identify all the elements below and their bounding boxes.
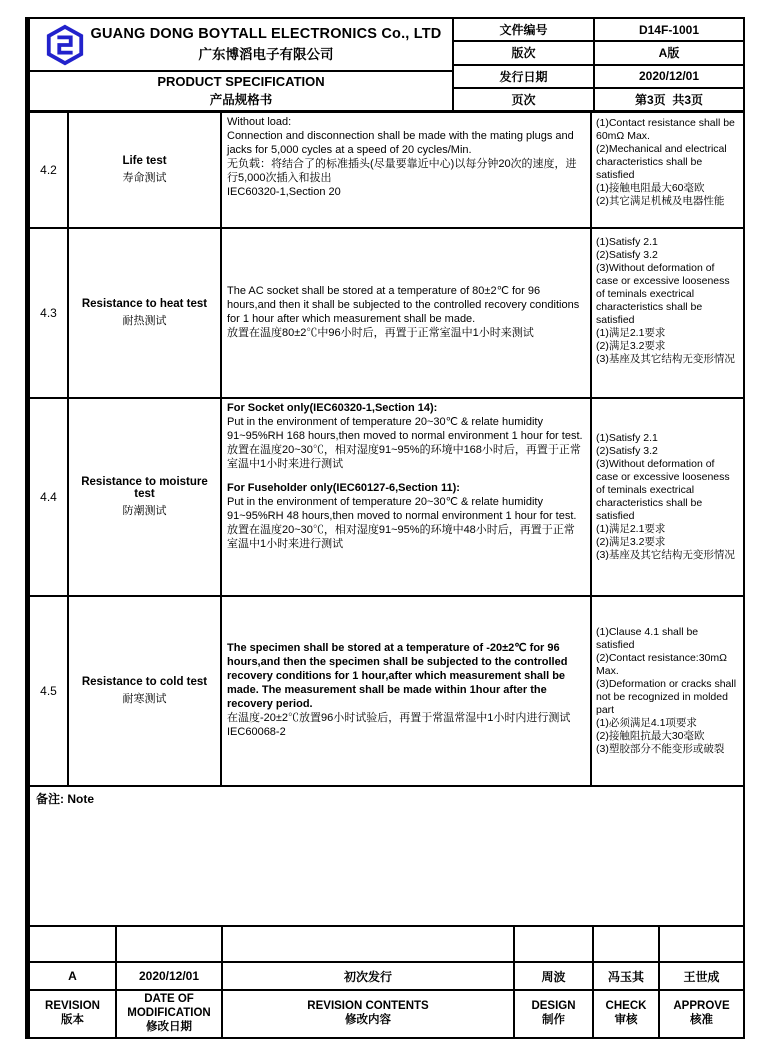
desc-line: Without load: — [227, 116, 292, 128]
test-number: 4.5 — [40, 684, 57, 698]
desc-line: IEC60320-1,Section 20 — [227, 185, 341, 198]
test-requirement-cell — [590, 229, 743, 397]
test-requirement-cell — [590, 597, 743, 785]
test-name-cell — [67, 229, 220, 397]
revision-empty-cell — [115, 927, 221, 961]
test-description-cell — [220, 229, 590, 397]
test-row-cold-test — [30, 595, 743, 785]
field-page-number — [454, 87, 743, 110]
company-block — [30, 19, 452, 70]
desc-fuseholder-title: For Fuseholder only(IEC60127-6,Section 11): — [227, 481, 460, 494]
revision-header-cn: 版本 — [61, 1014, 84, 1026]
test-name-en: Resistance to cold test — [81, 676, 208, 688]
test-description-cell — [220, 113, 590, 227]
desc-line: 放置在温度20~30℃，相对湿度91~95%的环境中168小时后，再置于正常室温中1小时来进行测试 — [227, 443, 581, 470]
test-requirement-cell — [590, 113, 743, 227]
desc-line: Put in the environment of temperature 20~30℃ & relate humidity 91~95%RH 48 hours,then moved to normal environment 1 hour for test. — [227, 495, 577, 522]
desc-line: 放置在温度80±2℃中96小时后，再置于正常室温中1小时来测试 — [227, 326, 534, 339]
desc-line: The specimen shall be stored at a temperature of -20±2℃ for 96 hours,and then the specimen shall be subjected to the controlled recovery conditions for 1 hour,after which measurement shall be made. The measurement shall be made within 1hour after the recovery period. — [227, 642, 568, 710]
revision-design: 周波 — [513, 963, 592, 989]
note-section — [30, 785, 743, 925]
document-header — [30, 19, 743, 110]
note-label: 备注: Note — [36, 792, 94, 806]
desc-line: 无负载：将结合了的标准插头(尽量要靠近中心)以每分钟20次的速度，进行5,000次插入和拔出 — [227, 157, 577, 184]
req-line: (2)Satisfy 3.2 — [596, 444, 658, 457]
desc-line: The AC socket shall be stored at a temperature of 80±2℃ for 96 hours,and then it shall be subjected to the controlled recovery conditions for 1 hour after which measurement shall be made. — [227, 285, 580, 325]
test-name-en: Life test — [122, 155, 167, 167]
revision-header-contents — [221, 991, 513, 1037]
revision-code: A — [68, 969, 77, 983]
req-line: (3)Without deformation of case or excessive looseness of teminals exectrical characteristics shall be satisfied — [596, 262, 730, 327]
req-line: (3)基座及其它结构无变形情况 — [596, 353, 735, 366]
req-line: (3)Without deformation of case or excessive looseness of teminals exectrical characteristics shall be satisfied — [596, 457, 730, 523]
req-line: (2)其它满足机械及电器性能 — [596, 195, 725, 208]
desc-line: 在温度-20±2℃放置96小时试验后，再置于常温常湿中1小时内进行测试 — [227, 711, 571, 724]
field-issue-date — [454, 64, 743, 87]
test-name-en: Resistance to moisture test — [81, 476, 208, 500]
revision-header-approve — [658, 991, 743, 1037]
req-line: (2)Mechanical and electrical characteristics shall be satisfied — [596, 143, 727, 182]
header-fields — [452, 19, 743, 110]
company-name-en: GUANG DONG BOYTALL ELECTRONICS Co., LTD — [90, 26, 442, 42]
req-line: (2)Satisfy 3.2 — [596, 249, 658, 262]
req-line: (3)塑胶部分不能变形或破裂 — [596, 743, 725, 756]
test-name-cell — [67, 113, 220, 227]
revision-empty-cell — [513, 927, 592, 961]
req-line: (3)Deformation or cracks shall not be recognized in molded part — [596, 677, 737, 717]
test-name-cn: 寿命测试 — [122, 172, 167, 184]
desc-line: 放置在温度20~30℃，相对湿度91~95%的环境中48小时后，再置于正常室温中1小时来进行测试 — [227, 523, 575, 550]
test-name-en: Resistance to heat test — [81, 298, 208, 310]
test-number: 4.3 — [40, 306, 57, 320]
issue-date-value: 2020/12/01 — [593, 66, 743, 87]
revision-header-cn: 修改内容 — [345, 1014, 391, 1026]
test-number: 4.2 — [40, 163, 57, 177]
spec-document-table — [25, 17, 745, 1039]
revision-header-design — [513, 991, 592, 1037]
company-titles — [86, 26, 452, 63]
header-left-block — [30, 19, 452, 110]
spec-title-en: PRODUCT SPECIFICATION — [157, 74, 325, 89]
revision-header-cn: 核准 — [690, 1014, 713, 1026]
revision-header-en: REVISION — [45, 1000, 100, 1013]
field-doc-number — [454, 19, 743, 40]
req-line: (1)Clause 4.1 shall be satisfied — [596, 625, 699, 651]
test-description-cell — [220, 597, 590, 785]
req-line: (1)Satisfy 2.1 — [596, 236, 658, 248]
page-number-value: 第3页 共3页 — [593, 89, 743, 110]
doc-number-label: 文件编号 — [499, 23, 548, 38]
revision-header-cn: 修改日期 — [146, 1020, 192, 1033]
revision-header-cn: 审核 — [614, 1014, 638, 1026]
revision-header-en: DATE OF MODIFICATION — [127, 993, 211, 1020]
req-line: (2)满足3.2要求 — [596, 536, 666, 549]
req-line: (1)满足2.1要求 — [596, 523, 666, 536]
company-logo-icon — [44, 24, 86, 66]
req-line: (2)Contact resistance:30mΩ Max. — [596, 651, 727, 677]
revision-empty-row — [30, 925, 743, 961]
test-name-cn: 耐寒测试 — [122, 693, 167, 705]
revision-header-en: CHECK — [605, 1000, 647, 1013]
spec-title-block — [30, 70, 452, 110]
revision-header-en: REVISION CONTENTS — [307, 1000, 429, 1013]
revision-header-row — [30, 989, 743, 1037]
desc-line: IEC60068-2 — [227, 725, 286, 738]
revision-empty-cell — [658, 927, 743, 961]
test-row-heat-test — [30, 227, 743, 397]
version-label: 版次 — [511, 46, 536, 61]
revision-empty-cell — [221, 927, 513, 961]
revision-approve: 王世成 — [658, 963, 743, 989]
req-line: (1)Contact resistance shall be 60mΩ Max. — [596, 117, 735, 143]
revision-empty-cell — [30, 927, 115, 961]
page-number-label: 页次 — [511, 92, 536, 107]
revision-empty-cell — [592, 927, 658, 961]
test-row-life-test — [30, 110, 743, 227]
revision-check: 冯玉其 — [592, 963, 658, 989]
test-requirement-cell — [590, 399, 743, 595]
field-version — [454, 40, 743, 63]
revision-header-en: DESIGN — [531, 1000, 576, 1013]
revision-header-date — [115, 991, 221, 1037]
test-name-cell — [67, 399, 220, 595]
desc-line: Connection and disconnection shall be made with the mating plugs and jacks for 5,000 cycles at a speed of 20 cycles/Min. — [227, 129, 574, 156]
test-name-cn: 防潮测试 — [122, 505, 167, 517]
company-name-cn: 广东博滔电子有限公司 — [198, 47, 334, 62]
desc-socket-title: For Socket only(IEC60320-1,Section 14): — [227, 402, 438, 414]
test-description-cell — [220, 399, 590, 595]
revision-header-check — [592, 991, 658, 1037]
req-line: (1)满足2.1要求 — [596, 327, 666, 340]
req-line: (2)接触阻抗最大30毫欧 — [596, 730, 705, 743]
revision-header-revision — [30, 991, 115, 1037]
test-name-cell — [67, 597, 220, 785]
test-row-moisture-test — [30, 397, 743, 595]
test-name-cn: 耐热测试 — [122, 315, 167, 327]
revision-date: 2020/12/01 — [115, 963, 221, 989]
desc-line: Put in the environment of temperature 20~30℃ & relate humidity 91~95%RH 168 hours,then moved to normal environment 1 hour for test. — [227, 415, 583, 442]
test-number: 4.4 — [40, 490, 57, 504]
req-line: (1)必须满足4.1项要求 — [596, 717, 697, 730]
req-line: (3)基座及其它结构无变形情况 — [596, 549, 735, 562]
req-line: (1)接触电阻最大60毫欧 — [596, 182, 705, 195]
revision-header-en: APPROVE — [673, 1000, 730, 1013]
doc-number-value: D14F-1001 — [593, 19, 743, 40]
revision-entry-row — [30, 961, 743, 989]
spec-title-cn: 产品规格书 — [209, 93, 273, 107]
req-line: (1)Satisfy 2.1 — [596, 431, 658, 444]
version-value: A版 — [593, 42, 743, 63]
revision-contents: 初次发行 — [221, 963, 513, 989]
revision-header-cn: 制作 — [542, 1014, 565, 1026]
issue-date-label: 发行日期 — [499, 69, 548, 84]
req-line: (2)满足3.2要求 — [596, 340, 666, 353]
